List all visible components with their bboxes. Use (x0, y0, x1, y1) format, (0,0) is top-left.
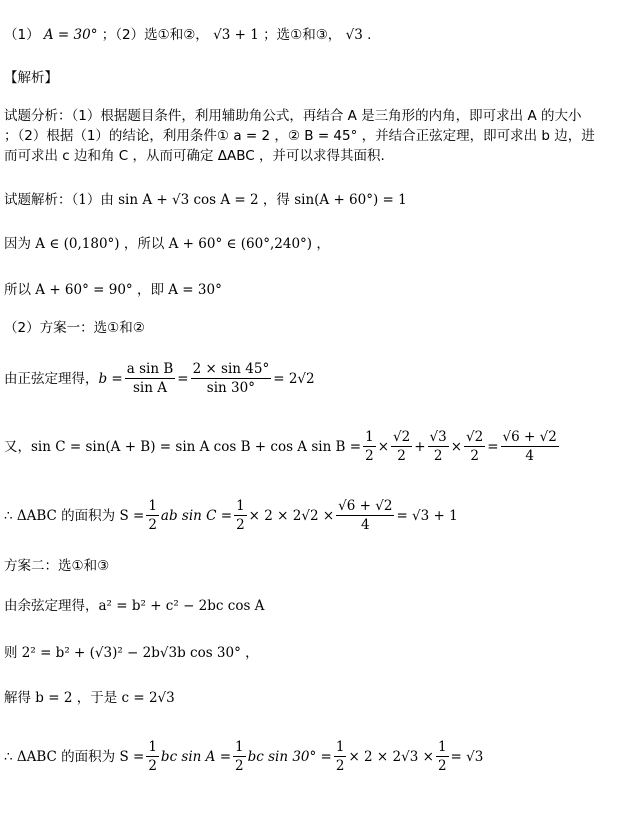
solution-line-1: 试题解析：（1）由 sin A + √3 cos A = 2 ，得 sin(A + 60°) = 1 (4, 192, 407, 208)
fraction: $\frac{√3}{2}$ (429, 429, 447, 464)
analysis-line-3: 而可求出 c 边和角 C ，从而可确定 ΔABC ，并可以求得其面积. (4, 148, 385, 164)
solution-line-3: 所以 A + 60° = 90° ，即 A = 30° (4, 282, 222, 298)
area-prefix-2: ∴ ΔABC 的面积为 S = (4, 748, 145, 765)
sine-law-b: b = (98, 370, 123, 387)
area-line-1: ∴ ΔABC 的面积为 S = $\frac{1}{2}$ ab sin C = $\frac{1}{2}$ × 2 × 2√2 × $\frac{√6 + √2}{4}$ = √3 + 1 (4, 498, 458, 533)
fraction: $\frac{\text{a sin B}}{\text{sin A}}$ (126, 361, 174, 396)
fraction: $\frac{√6 + √2}{4}$ (338, 498, 393, 533)
fraction: $\frac{1}{2}$ (236, 498, 245, 533)
scheme-2-heading: 方案二：选①和③ (4, 558, 110, 574)
fraction: $\frac{1}{2}$ (335, 739, 345, 774)
analysis-line-1: 试题分析：（1）根据题目条件，利用辅助角公式，再结合 A 是三角形的内角，即可求出 A 的大小 (4, 108, 582, 124)
solution-line-4: （2）方案一：选①和② (4, 320, 145, 336)
fraction: $\frac{1}{2}$ (235, 739, 244, 774)
answer-part2: ；（2）选①和②， (101, 27, 209, 43)
answer-a2: √3 + 1 (213, 27, 259, 43)
sin-c-line: 又，sin C = sin(A + B) = sin A cos B + cos A sin B = $\frac{1}{2}$ × $\frac{√2}{2}$ + $\frac{√3}{2}$ × $\frac{√2}{2}$ = $\frac{√6 + √2}{4}$ (4, 429, 557, 464)
fraction: $\frac{1}{2}$ (365, 429, 374, 464)
sine-law-line: 由正弦定理得， b = $\frac{\text{a sin B}}{\text{sin A}}$ = $\frac{2 \times \sin 45^\circ}{\sin 30^\circ}$ = 2√2 (4, 361, 315, 396)
sine-law-result: = 2√2 (273, 370, 315, 387)
solution-line-2: 因为 A ∈ (0,180°) ，所以 A + 60° ∈ (60°,240°) ， (4, 236, 330, 252)
area-prefix-1: ∴ ΔABC 的面积为 S = (4, 507, 145, 524)
sine-law-prefix: 由正弦定理得， (4, 370, 99, 387)
analysis-line-2: ；（2）根据（1）的结论，利用条件① a = 2 ，② B = 45° ，并结合正弦定理，即可求出 b 边，进 (4, 128, 595, 144)
answer-part4: . (367, 27, 372, 43)
answer-part1: （1） (4, 27, 40, 43)
answer-line (4, 25, 371, 45)
cosine-sub-line: 则 2² = b² + (√3)² − 2b√3b cos 30° ， (4, 645, 259, 661)
fraction: $\frac{√2}{2}$ (393, 429, 411, 464)
fraction: $\frac{2 \times \sin 45^\circ}{\sin 30^\circ}$ (192, 361, 270, 396)
fraction: $\frac{√2}{2}$ (466, 429, 484, 464)
jiexi-heading: 【解析】 (4, 70, 58, 86)
area-line-2: ∴ ΔABC 的面积为 S = $\frac{1}{2}$ bc sin A = $\frac{1}{2}$ bc sin 30° = $\frac{1}{2}$ × 2 × 2√3 × $\frac{1}{2}$ = √3 (4, 739, 484, 774)
cosine-law-line: 由余弦定理得，a² = b² + c² − 2bc cos A (4, 598, 265, 614)
answer-part3: ；选①和③， (263, 27, 342, 43)
fraction: $\frac{√6 + √2}{4}$ (502, 429, 557, 464)
sin-c-prefix: 又，sin C = sin(A + B) = sin A cos B + cos A sin B = (4, 438, 362, 455)
fraction: $\frac{1}{2}$ (148, 739, 157, 774)
solve-b-line: 解得 b = 2 ，于是 c = 2√3 (4, 690, 175, 706)
fraction: $\frac{1}{2}$ (148, 498, 157, 533)
fraction: $\frac{1}{2}$ (437, 739, 447, 774)
answer-a1: A = 30° (43, 27, 98, 43)
answer-a3: √3 (345, 27, 363, 43)
